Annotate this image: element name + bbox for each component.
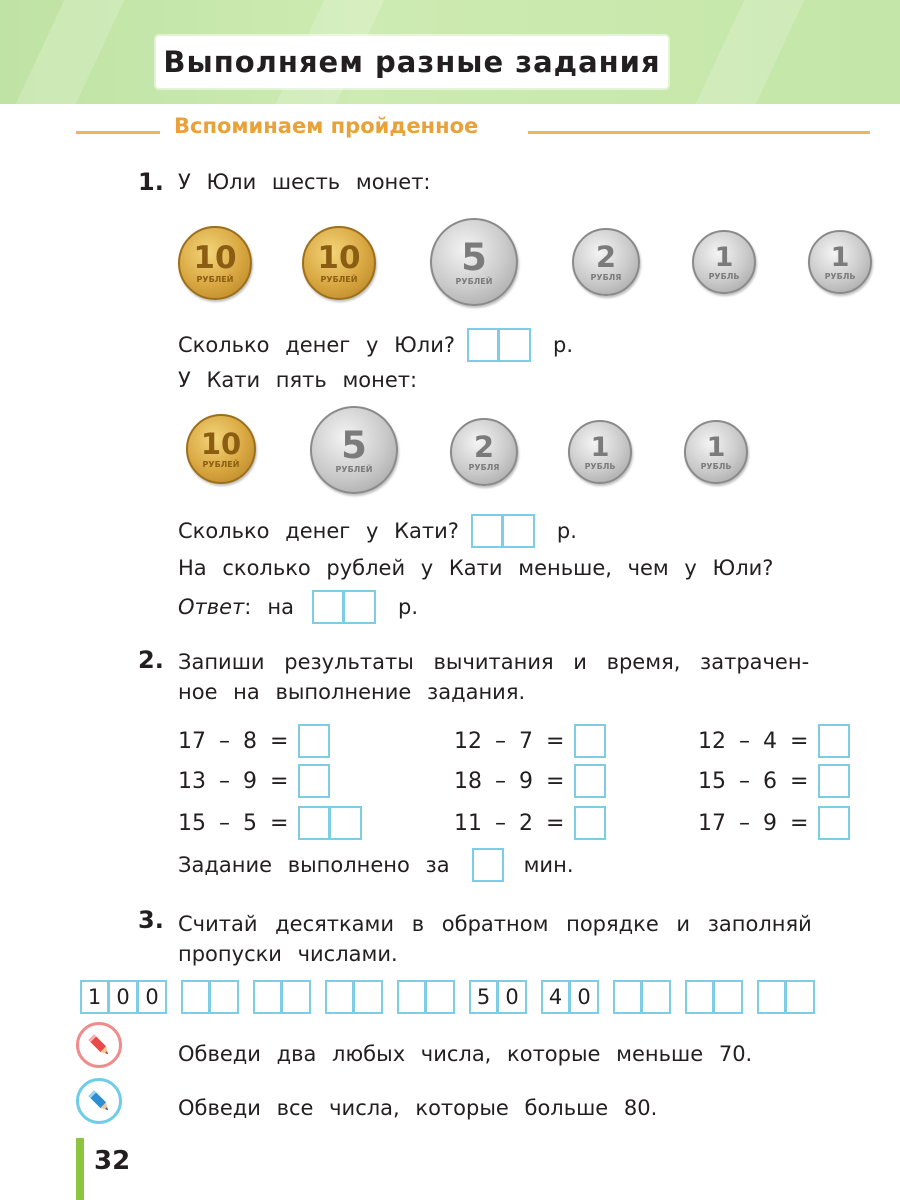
sequence-digit[interactable] bbox=[642, 980, 671, 1014]
sequence-digit: 5 bbox=[469, 980, 498, 1014]
coin-value: 1 bbox=[714, 241, 734, 273]
sequence-group bbox=[541, 980, 599, 1014]
task-2-text-line1: Запиши результаты вычитания и время, затрачен- bbox=[178, 650, 810, 674]
coin-value: 5 bbox=[461, 235, 487, 279]
coin-value: 5 bbox=[341, 423, 367, 467]
sequence-digit[interactable] bbox=[354, 980, 383, 1014]
question-difference: На сколько рублей у Кати меньше, чем у Юли? bbox=[178, 556, 774, 580]
task-2-text-line2: ное на выполнение задания. bbox=[178, 680, 526, 704]
task-1-intro-yulia: У Юли шесть монет: bbox=[178, 170, 431, 194]
sequence-digit[interactable] bbox=[757, 980, 786, 1014]
task-3-number: 3. bbox=[138, 906, 164, 934]
page-number: 32 bbox=[94, 1146, 131, 1176]
coin-10-rub bbox=[186, 414, 256, 484]
subtraction-answer-box[interactable] bbox=[574, 724, 606, 758]
sequence-group[interactable] bbox=[253, 980, 311, 1014]
subtraction-expression: 15 – 6 = bbox=[698, 768, 809, 794]
coin-1-rub bbox=[808, 230, 872, 294]
subtraction-item bbox=[178, 764, 330, 798]
sequence-digit[interactable] bbox=[181, 980, 210, 1014]
coin-value: 1 bbox=[830, 241, 850, 273]
answer-yulia-box[interactable] bbox=[467, 328, 531, 362]
subtraction-expression: 13 – 9 = bbox=[178, 768, 289, 794]
subtraction-answer-box[interactable] bbox=[818, 764, 850, 798]
coin-10-rub bbox=[178, 226, 252, 300]
subtraction-item bbox=[454, 724, 606, 758]
coin-label: РУБЛЯ bbox=[590, 272, 622, 282]
sequence-group bbox=[80, 980, 167, 1014]
question-yulia-row bbox=[178, 328, 573, 362]
unit-katya: р. bbox=[556, 519, 577, 543]
sequence-digit[interactable] bbox=[325, 980, 354, 1014]
subtraction-expression: 17 – 8 = bbox=[178, 728, 289, 754]
coin-1-rub bbox=[684, 420, 748, 484]
subtraction-expression: 17 – 9 = bbox=[698, 810, 809, 836]
sequence-group[interactable] bbox=[397, 980, 455, 1014]
coin-5-rub bbox=[310, 406, 398, 494]
subtraction-answer-box[interactable] bbox=[298, 806, 362, 840]
question-katya-text: Сколько денег у Кати? bbox=[178, 519, 459, 543]
question-katya-row bbox=[178, 514, 577, 548]
sequence-digit[interactable] bbox=[426, 980, 455, 1014]
subtraction-expression: 12 – 4 = bbox=[698, 728, 809, 754]
time-text: Задание выполнено за bbox=[178, 853, 450, 877]
subtraction-item bbox=[454, 806, 606, 840]
coin-2-rub bbox=[450, 418, 518, 486]
subtraction-expression: 12 – 7 = bbox=[454, 728, 565, 754]
coin-label: РУБЛЕЙ bbox=[320, 274, 358, 284]
subtraction-expression: 11 – 2 = bbox=[454, 810, 565, 836]
sequence-group[interactable] bbox=[613, 980, 671, 1014]
task-1-intro-katya: У Кати пять монет: bbox=[178, 368, 418, 392]
sequence-digit[interactable] bbox=[786, 980, 815, 1014]
section-subtitle: Вспоминаем пройденное bbox=[174, 114, 479, 138]
sequence-digit[interactable] bbox=[714, 980, 743, 1014]
page-number-bar bbox=[76, 1138, 84, 1200]
answer-difference-box[interactable] bbox=[312, 590, 376, 624]
coin-label: РУБЛЕЙ bbox=[202, 459, 240, 469]
answer-na: на bbox=[267, 595, 294, 619]
coin-label: РУБЛЕЙ bbox=[455, 276, 493, 286]
coin-5-rub bbox=[430, 218, 518, 306]
coin-label: РУБЛЕЙ bbox=[196, 274, 234, 284]
sequence-digit[interactable] bbox=[685, 980, 714, 1014]
task-3-text-line1: Считай десятками в обратном порядке и заполняй bbox=[178, 912, 812, 936]
time-row bbox=[178, 848, 574, 882]
unit-yulia: р. bbox=[553, 333, 574, 357]
sequence-digit[interactable] bbox=[397, 980, 426, 1014]
coin-label: РУБЛЕЙ bbox=[335, 464, 373, 474]
sequence-digit: 0 bbox=[498, 980, 527, 1014]
red-pencil-icon bbox=[76, 1022, 122, 1068]
sequence-digit[interactable] bbox=[253, 980, 282, 1014]
time-unit: мин. bbox=[523, 853, 574, 877]
subtraction-answer-box[interactable] bbox=[298, 724, 330, 758]
subtraction-expression: 15 – 5 = bbox=[178, 810, 289, 836]
coin-value: 10 bbox=[193, 239, 237, 276]
sequence-group[interactable] bbox=[757, 980, 815, 1014]
subtitle-line-right bbox=[528, 131, 870, 134]
subtraction-item bbox=[698, 764, 850, 798]
answer-katya-box[interactable] bbox=[471, 514, 535, 548]
coin-value: 2 bbox=[595, 239, 617, 274]
coin-value: 1 bbox=[590, 431, 610, 463]
blue-pencil-icon bbox=[76, 1078, 122, 1124]
sequence-digit: 0 bbox=[109, 980, 138, 1014]
subtraction-item bbox=[454, 764, 606, 798]
subtraction-item bbox=[178, 724, 330, 758]
subtraction-answer-box[interactable] bbox=[818, 806, 850, 840]
sequence-digit[interactable] bbox=[210, 980, 239, 1014]
subtraction-item bbox=[698, 724, 850, 758]
instruction-blue: Обведи все числа, которые больше 80. bbox=[178, 1096, 658, 1120]
subtraction-item bbox=[178, 806, 362, 840]
page-title-box bbox=[156, 36, 668, 88]
subtraction-answer-box[interactable] bbox=[574, 806, 606, 840]
coin-2-rub bbox=[572, 228, 640, 296]
task-2-number: 2. bbox=[138, 646, 164, 674]
coin-value: 10 bbox=[317, 239, 361, 276]
answer-colon: : bbox=[244, 595, 252, 619]
coin-1-rub bbox=[568, 420, 632, 484]
instruction-red: Обведи два любых числа, которые меньше 70. bbox=[178, 1042, 753, 1066]
unit-difference: р. bbox=[397, 595, 418, 619]
section-subtitle-row bbox=[76, 114, 870, 148]
sequence-group[interactable] bbox=[685, 980, 743, 1014]
coin-1-rub bbox=[692, 230, 756, 294]
task-1-number: 1. bbox=[138, 168, 164, 196]
coin-label: РУБЛЬ bbox=[824, 271, 856, 281]
sequence-digit: 0 bbox=[570, 980, 599, 1014]
coin-10-rub bbox=[302, 226, 376, 300]
coin-value: 10 bbox=[200, 426, 242, 461]
task-3-text-line2: пропуски числами. bbox=[178, 942, 398, 966]
subtitle-line-left bbox=[76, 131, 160, 134]
sequence-digit[interactable] bbox=[282, 980, 311, 1014]
subtraction-expression: 18 – 9 = bbox=[454, 768, 565, 794]
sequence-group[interactable] bbox=[181, 980, 239, 1014]
coin-value: 2 bbox=[473, 429, 495, 464]
coin-label: РУБЛЯ bbox=[468, 462, 500, 472]
page-title: Выполняем разные задания bbox=[163, 45, 661, 79]
sequence-group[interactable] bbox=[325, 980, 383, 1014]
subtraction-answer-box[interactable] bbox=[298, 764, 330, 798]
sequence-digit: 0 bbox=[138, 980, 167, 1014]
subtraction-answer-box[interactable] bbox=[818, 724, 850, 758]
sequence-digit: 4 bbox=[541, 980, 570, 1014]
coin-label: РУБЛЬ bbox=[700, 461, 732, 471]
coin-value: 1 bbox=[706, 431, 726, 463]
sequence-boxes bbox=[80, 980, 815, 1014]
sequence-group bbox=[469, 980, 527, 1014]
coin-label: РУБЛЬ bbox=[584, 461, 616, 471]
time-answer-box[interactable] bbox=[472, 848, 504, 882]
answer-word: Ответ bbox=[178, 595, 245, 619]
answer-row bbox=[178, 590, 418, 624]
sequence-digit: 1 bbox=[80, 980, 109, 1014]
sequence-digit[interactable] bbox=[613, 980, 642, 1014]
subtraction-answer-box[interactable] bbox=[574, 764, 606, 798]
question-yulia-text: Сколько денег у Юли? bbox=[178, 333, 455, 357]
subtraction-item bbox=[698, 806, 850, 840]
coin-label: РУБЛЬ bbox=[708, 271, 740, 281]
